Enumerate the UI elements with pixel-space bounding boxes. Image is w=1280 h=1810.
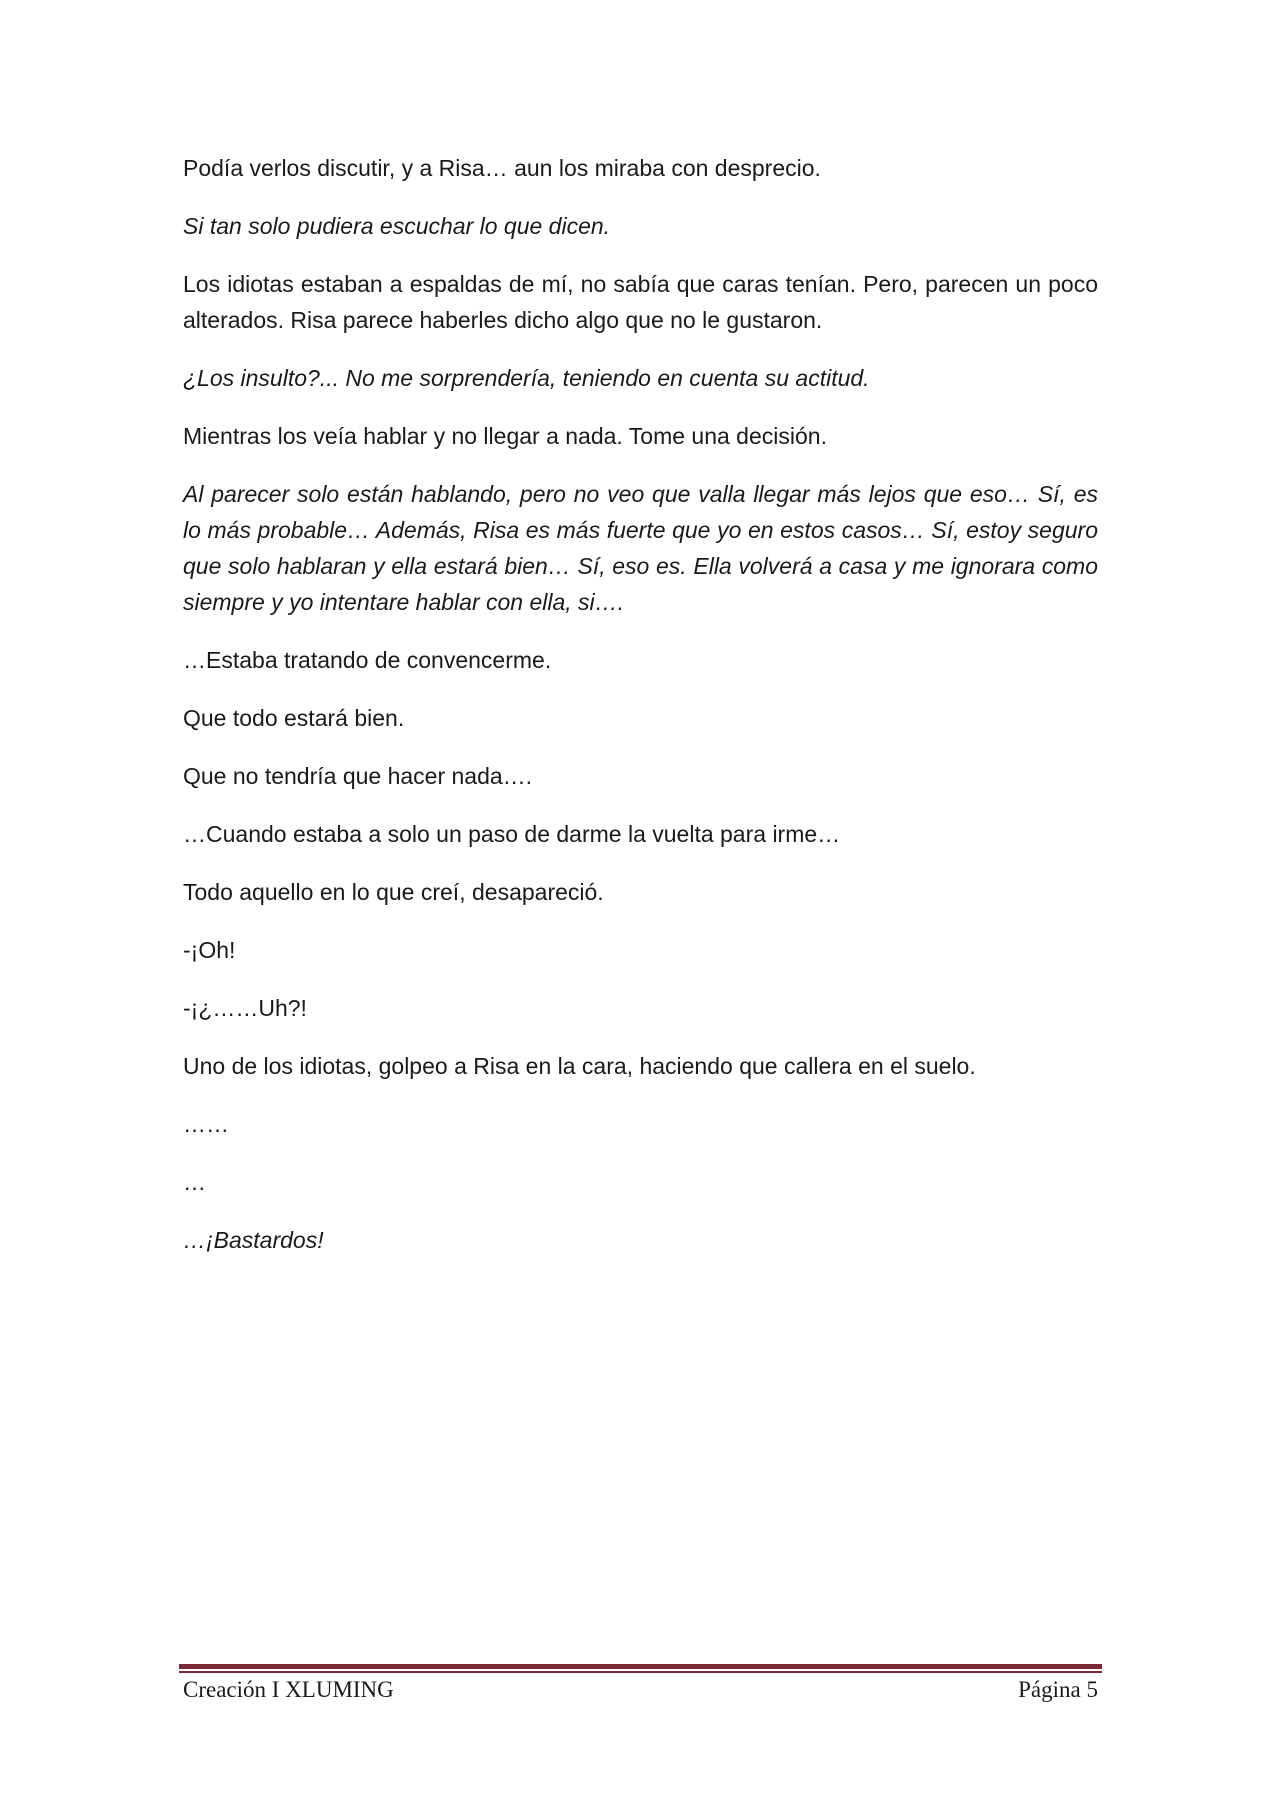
- paragraph: ……: [183, 1111, 229, 1137]
- paragraph: …¡Bastardos!: [183, 1227, 324, 1253]
- body-text: [183, 150, 1098, 1280]
- paragraph: Uno de los idiotas, golpeo a Risa en la cara, haciendo que callera en el suelo.: [183, 1053, 976, 1079]
- paragraph: Que no tendría que hacer nada….: [183, 763, 533, 789]
- paragraph: -¡Oh!: [183, 937, 236, 963]
- footer-divider-thin: [179, 1671, 1102, 1673]
- page-number: Página 5: [1018, 1677, 1098, 1702]
- paragraph: Los idiotas estaban a espaldas de mí, no sabía que caras tenían. Pero, parecen un poco alterados. Risa parece haberles dicho algo que no le gustaron.: [183, 271, 1098, 333]
- paragraph: …Estaba tratando de convencerme.: [183, 647, 552, 673]
- paragraph: …Cuando estaba a solo un paso de darme la vuelta para irme…: [183, 821, 841, 847]
- paragraph: …: [183, 1169, 206, 1195]
- paragraph: Si tan solo pudiera escuchar lo que dicen.: [183, 213, 611, 239]
- footer-divider: [179, 1664, 1102, 1673]
- paragraph: Todo aquello en lo que creí, desapareció.: [183, 879, 604, 905]
- paragraph: Que todo estará bien.: [183, 705, 405, 731]
- paragraph: Mientras los veía hablar y no llegar a nada. Tome una decisión.: [183, 423, 827, 449]
- paragraph: -¡¿……Uh?!: [183, 995, 307, 1021]
- footer-credit: Creación I XLUMING: [183, 1677, 394, 1702]
- paragraph: Podía verlos discutir, y a Risa… aun los miraba con desprecio.: [183, 155, 821, 181]
- paragraph: Al parecer solo están hablando, pero no veo que valla llegar más lejos que eso… Sí, es lo más probable… Además, Risa es más fuerte que yo en estos casos… Sí, estoy seguro que solo hablaran y ella estará bien… Sí, eso es. Ella volverá a casa y me ignorara como siempre y yo intentare hablar con ella, si….: [183, 481, 1098, 615]
- paragraph: ¿Los insulto?... No me sorprendería, teniendo en cuenta su actitud.: [183, 365, 870, 391]
